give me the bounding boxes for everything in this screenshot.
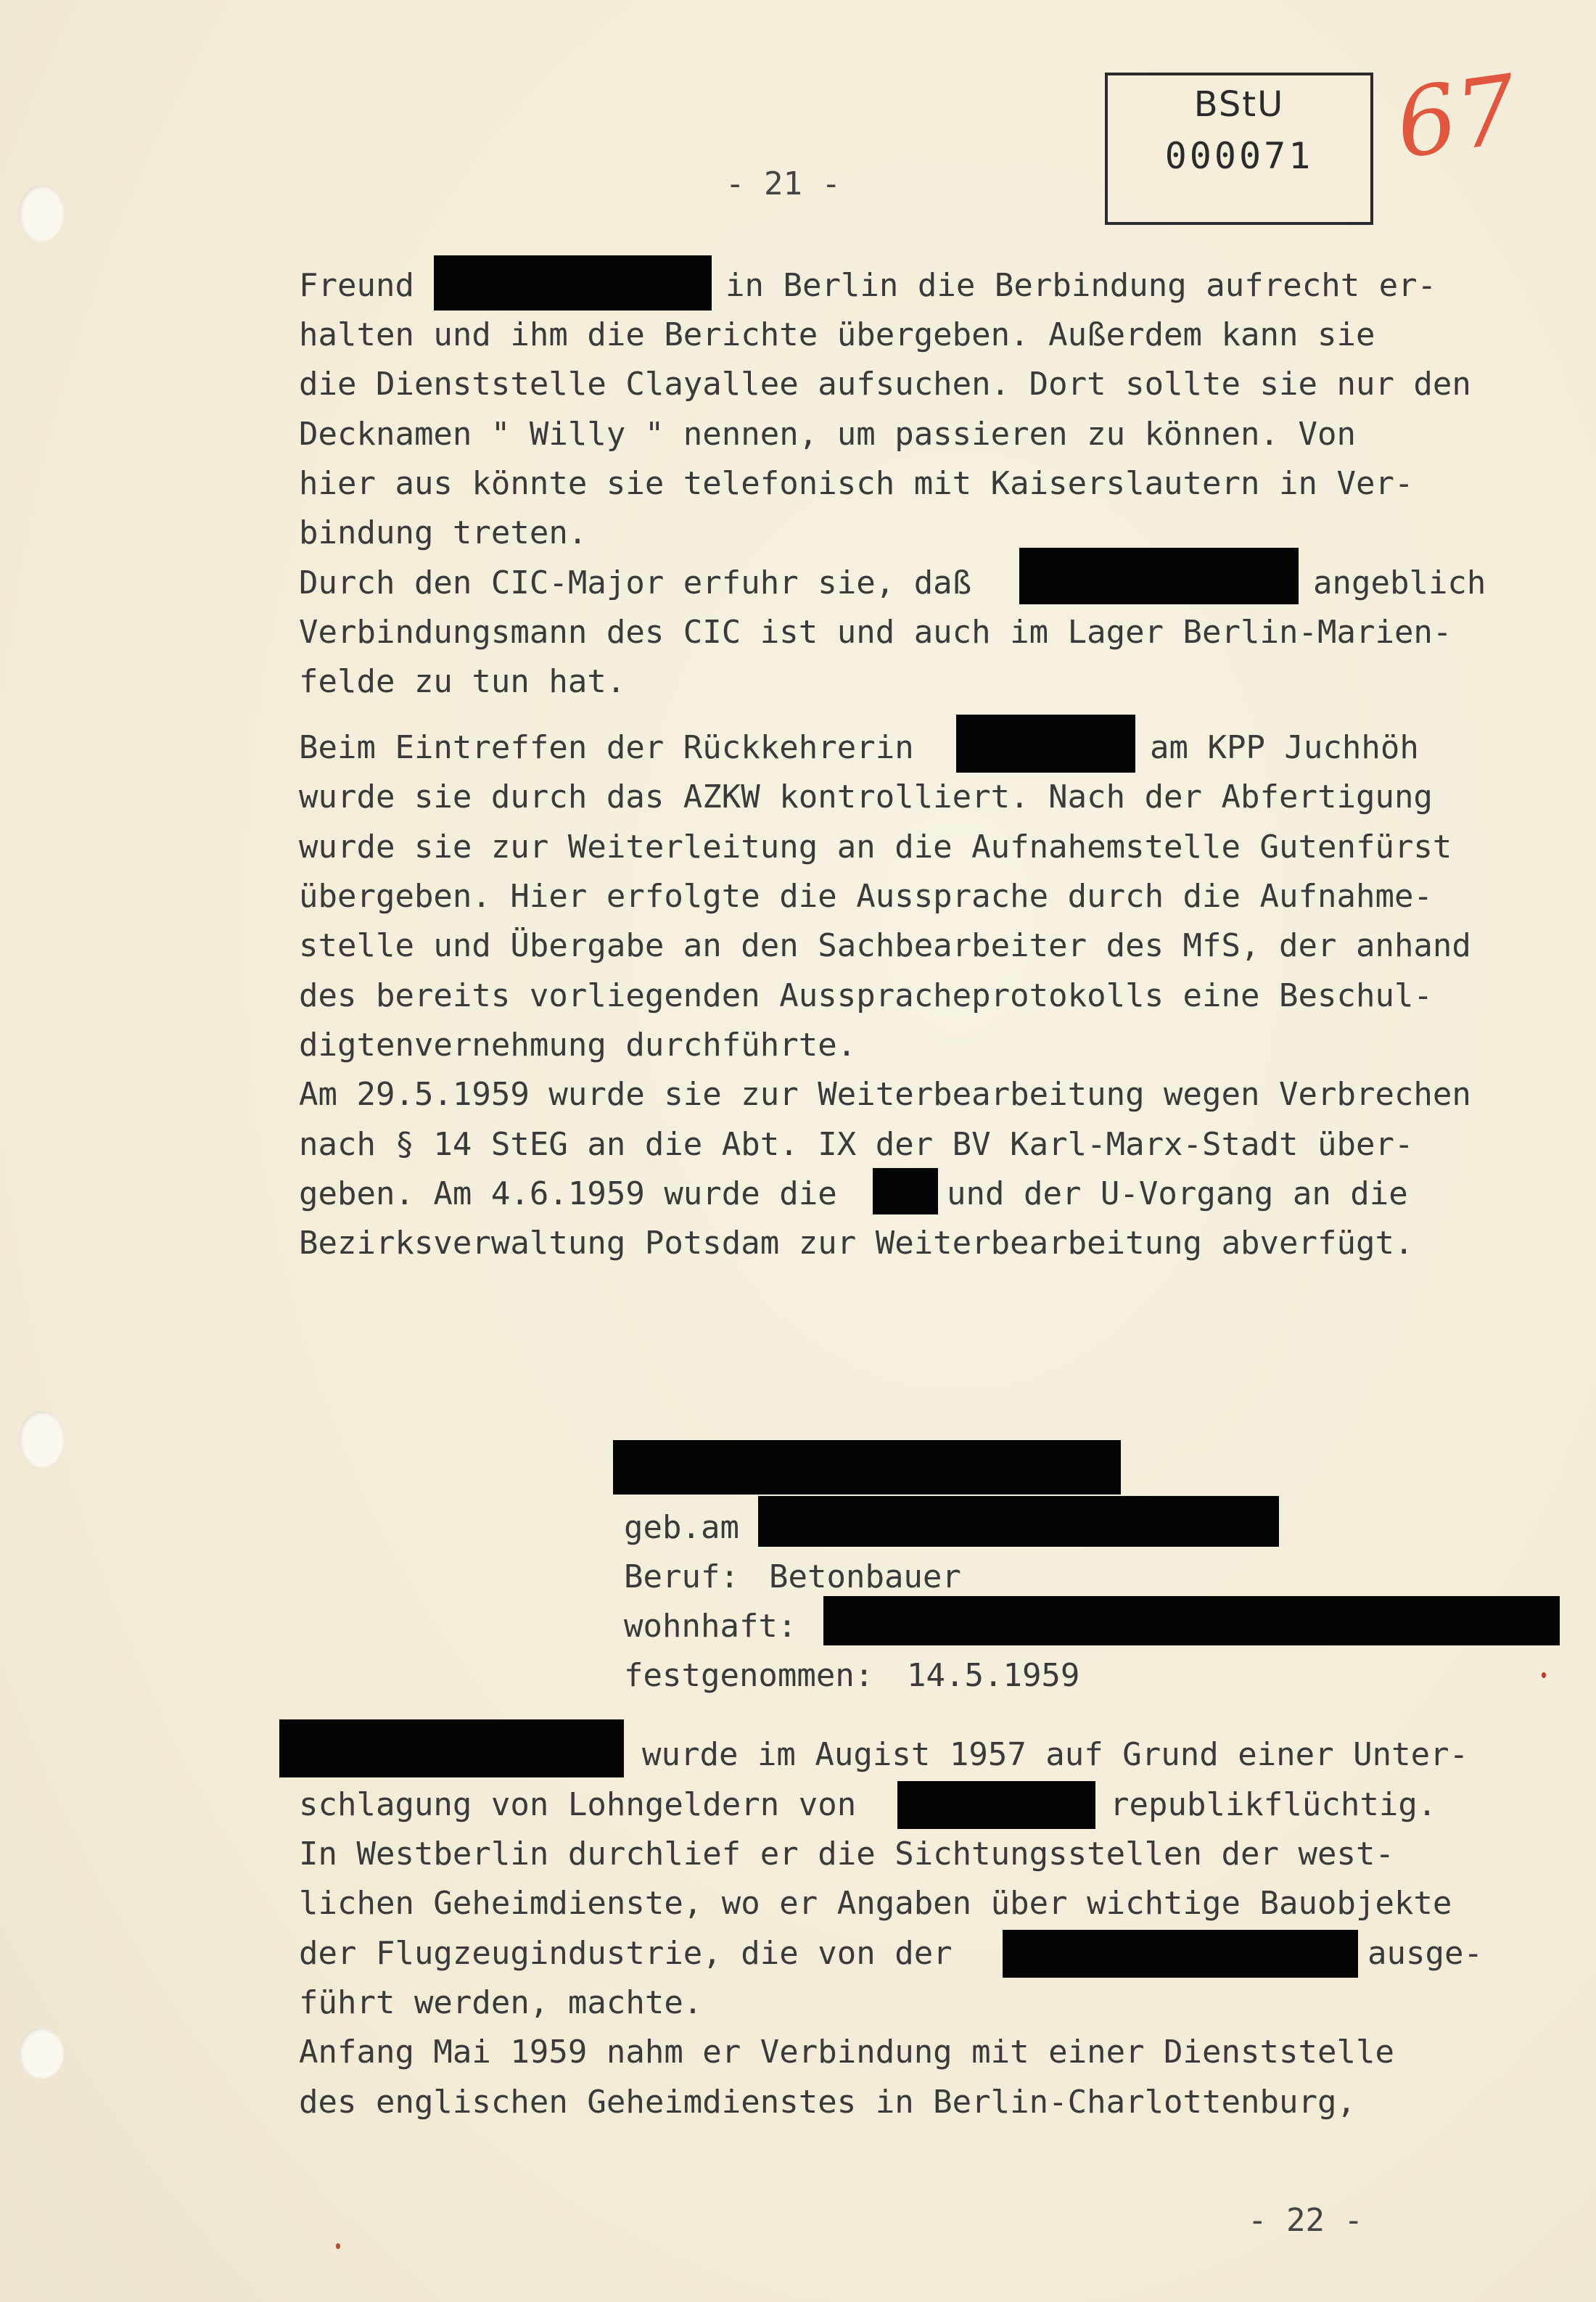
text-line: Verbindungsmann des CIC ist und auch im Lager Berlin-Marien- [299,614,1452,651]
punch-hole [19,1411,64,1468]
text-line: hier aus könnte sie telefonisch mit Kaiserslautern in Ver- [299,465,1414,502]
text-line: angeblich [1313,564,1486,601]
profession-value: Betonbauer [769,1558,961,1595]
page-number-top: - 21 - [725,165,841,202]
text-line: übergeben. Hier erfolgte die Aussprache durch die Aufnahme- [299,878,1433,915]
text-line: lichen Geheimdienste, wo er Angaben über wichtige Bauobjekte [299,1885,1452,1922]
text-line: Decknamen " Willy " nennen, um passieren zu können. Von [299,416,1356,453]
redaction-bar [1019,548,1299,604]
redaction-bar [613,1440,1121,1495]
text-line: nach § 14 StEG an die Abt. IX der BV Karl-Marx-Stadt über- [299,1126,1414,1163]
text-line: Am 29.5.1959 wurde sie zur Weiterbearbeitung wegen Verbrechen [299,1076,1471,1113]
text-line: Bezirksverwaltung Potsdam zur Weiterbearbeitung abverfügt. [299,1225,1414,1262]
text-line: stelle und Übergabe an den Sachbearbeiter des MfS, der anhand [299,927,1471,964]
arrested-label: festgenommen: [624,1657,874,1694]
redaction-bar [279,1719,624,1777]
ink-speck [1542,1672,1546,1678]
text-line: Freund [299,267,414,304]
text-line: ausge- [1367,1935,1483,1972]
redaction-bar [758,1496,1279,1547]
text-line: in Berlin die Berbindung aufrecht er- [725,267,1437,304]
text-line: felde zu tun hat. [299,663,626,700]
text-line: wurde im Augist 1957 auf Grund einer Unter- [642,1736,1469,1773]
text-line: des bereits vorliegenden Ausspracheprotokolls eine Beschul- [299,977,1433,1014]
text-line: wurde sie zur Weiterleitung an die Aufnahemstelle Gutenfürst [299,829,1452,866]
page-number-bottom: - 22 - [1248,2202,1363,2239]
text-line: die Dienststelle Clayallee aufsuchen. Dort sollte sie nur den [299,366,1471,403]
text-line: wurde sie durch das AZKW kontrolliert. Nach der Abfertigung [299,778,1433,815]
text-line: In Westberlin durchlief er die Sichtungsstellen der west- [299,1836,1394,1873]
redaction-bar [873,1168,938,1214]
archive-stamp [1105,73,1373,225]
stamp-label: BStU [1193,84,1285,125]
text-line: Anfang Mai 1959 nahm er Verbindung mit einer Dienststelle [299,2034,1394,2071]
punch-hole [19,2028,64,2079]
ink-speck [336,2243,340,2249]
text-line: am KPP Juchhöh [1150,729,1419,766]
text-line: halten und ihm die Berichte übergeben. Außerdem kann sie [299,316,1375,353]
text-line: geben. Am 4.6.1959 wurde die [299,1175,837,1212]
text-line: bindung treten. [299,514,588,551]
redaction-bar [434,255,712,311]
text-line: schlagung von Lohngeldern von [299,1786,857,1823]
punch-hole [19,185,64,242]
text-line: der Flugzeugindustrie, die von der [299,1935,953,1972]
text-line: republikflüchtig. [1110,1786,1437,1823]
text-line: führt werden, machte. [299,1984,703,2021]
residence-label: wohnhaft: [624,1608,797,1645]
handwritten-page-number: 67 [1389,54,1524,180]
text-line: Durch den CIC-Major erfuhr sie, daß [299,564,972,601]
arrested-value: 14.5.1959 [907,1657,1080,1694]
stamp-number: 000071 [1164,135,1314,177]
born-label: geb.am [624,1509,739,1546]
redaction-bar [897,1781,1095,1829]
redaction-bar [1003,1930,1358,1978]
text-line: digtenvernehmung durchführte. [299,1027,857,1064]
text-line: und der U-Vorgang an die [947,1175,1408,1212]
redaction-bar [956,715,1135,773]
text-line: des englischen Geheimdienstes in Berlin-Charlottenburg, [299,2084,1356,2121]
redaction-bar [823,1596,1560,1645]
profession-label: Beruf: [624,1558,739,1595]
text-line: Beim Eintreffen der Rückkehrerin [299,729,914,766]
